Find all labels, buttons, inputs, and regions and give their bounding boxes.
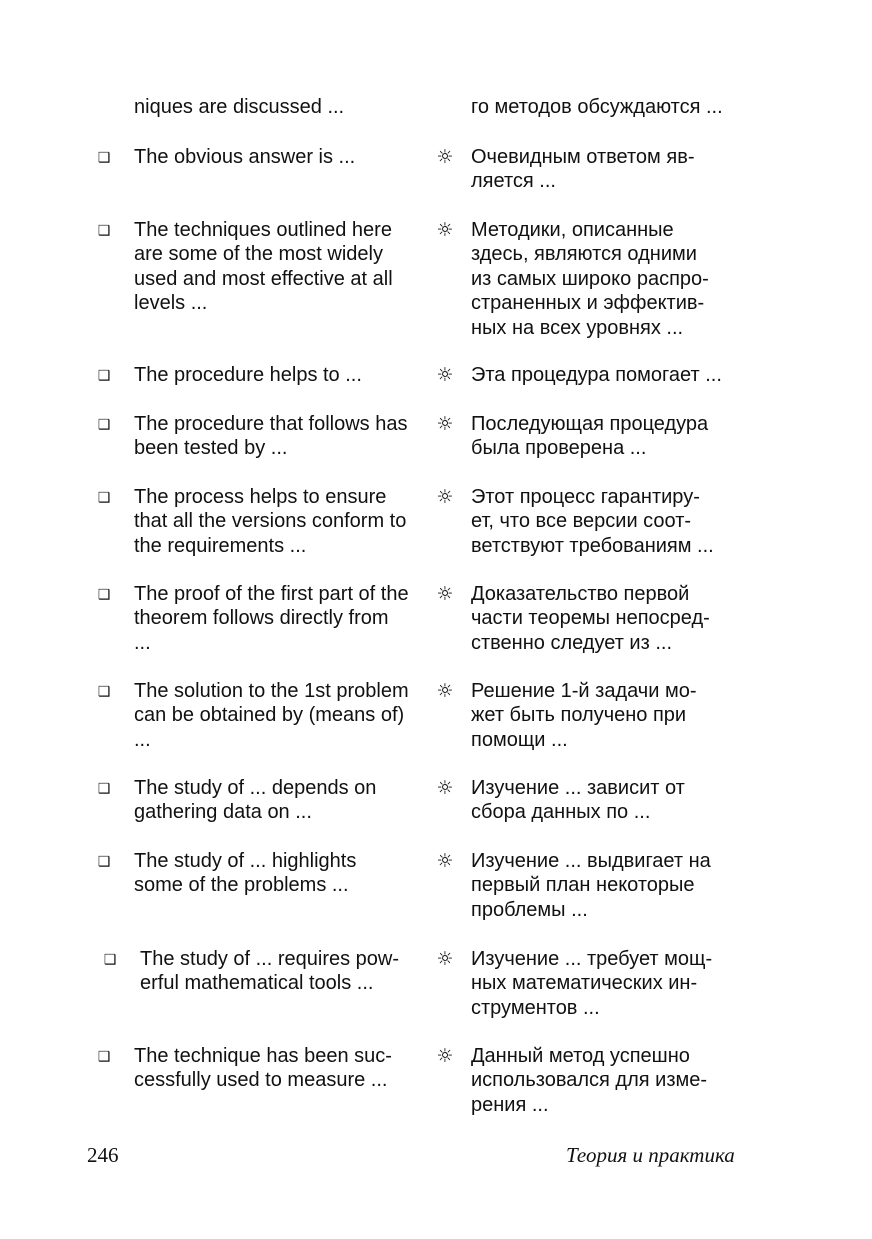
russian-phrase: Доказательство первой части теоремы непосред- ственно следует из ... <box>471 583 710 654</box>
sun-icon: ☼ <box>436 680 454 702</box>
english-phrase: The procedure that follows has been tested by ... <box>134 413 408 460</box>
russian-phrase: Последующая процедура была проверена ... <box>471 413 709 460</box>
sun-icon: ☼ <box>436 364 454 386</box>
russian-phrase: Решение 1-й задачи мо- жет быть получено при помощи ... <box>471 680 697 751</box>
sun-icon: ☼ <box>436 486 454 508</box>
english-phrase: The proof of the first part of the theorem follows directly from ... <box>134 583 409 654</box>
english-phrase: The technique has been suc- cessfully used to measure ... <box>134 1045 392 1092</box>
page-number: 246 <box>87 1143 119 1167</box>
english-phrase: The procedure helps to ... <box>134 364 362 386</box>
russian-phrase: Методики, описанные здесь, являются одними из самых широко распро- страненных и эффектив- ных на всех уровнях ... <box>471 219 709 339</box>
checkbox-icon: ❑ <box>97 853 111 869</box>
checkbox-icon: ❑ <box>97 416 111 432</box>
russian-phrase: Изучение ... зависит от сбора данных по ... <box>471 777 685 824</box>
checkbox-icon: ❑ <box>97 1048 111 1064</box>
checkbox-icon: ❑ <box>97 149 111 165</box>
english-phrase: The obvious answer is ... <box>134 146 356 168</box>
sun-icon: ☼ <box>436 219 454 241</box>
sun-icon: ☼ <box>436 413 454 435</box>
russian-phrase: Эта процедура помогает ... <box>471 364 722 386</box>
checkbox-icon: ❑ <box>97 367 111 383</box>
running-title: Теория и практика <box>566 1143 735 1167</box>
checkbox-icon: ❑ <box>97 222 111 238</box>
russian-phrase: Данный метод успешно использовался для изме- рения ... <box>471 1045 708 1116</box>
russian-phrase: го методов обсуждаются ... <box>471 96 723 118</box>
sun-icon: ☼ <box>436 146 454 168</box>
sun-icon: ☼ <box>436 583 454 605</box>
english-phrase: The study of ... requires pow- erful mathematical tools ... <box>140 948 400 995</box>
english-phrase: The study of ... depends on gathering data on ... <box>134 777 377 824</box>
checkbox-icon: ❑ <box>97 489 111 505</box>
checkbox-icon: ❑ <box>97 586 111 602</box>
checkbox-icon: ❑ <box>97 683 111 699</box>
russian-phrase: Этот процесс гарантиру- ет, что все версии соот- ветствуют требованиям ... <box>471 486 714 557</box>
english-phrase: The solution to the 1st problem can be obtained by (means of) ... <box>134 680 409 751</box>
checkbox-icon: ❑ <box>103 951 117 967</box>
russian-phrase: Изучение ... выдвигает на первый план некоторые проблемы ... <box>471 850 711 921</box>
sun-icon: ☼ <box>436 948 454 970</box>
english-phrase: The study of ... highlights some of the problems ... <box>134 850 357 897</box>
english-phrase: The process helps to ensure that all the versions conform to the requirements ... <box>134 486 407 557</box>
russian-phrase: Очевидным ответом яв- ляется ... <box>471 146 695 193</box>
russian-phrase: Изучение ... требует мощ- ных математических ин- струментов ... <box>471 948 713 1019</box>
sun-icon: ☼ <box>436 777 454 799</box>
sun-icon: ☼ <box>436 1045 454 1067</box>
sun-icon: ☼ <box>436 850 454 872</box>
english-phrase: niques are discussed ... <box>134 96 345 118</box>
english-phrase: The techniques outlined here are some of the most widely used and most effective at all levels ... <box>134 219 393 315</box>
checkbox-icon: ❑ <box>97 780 111 796</box>
